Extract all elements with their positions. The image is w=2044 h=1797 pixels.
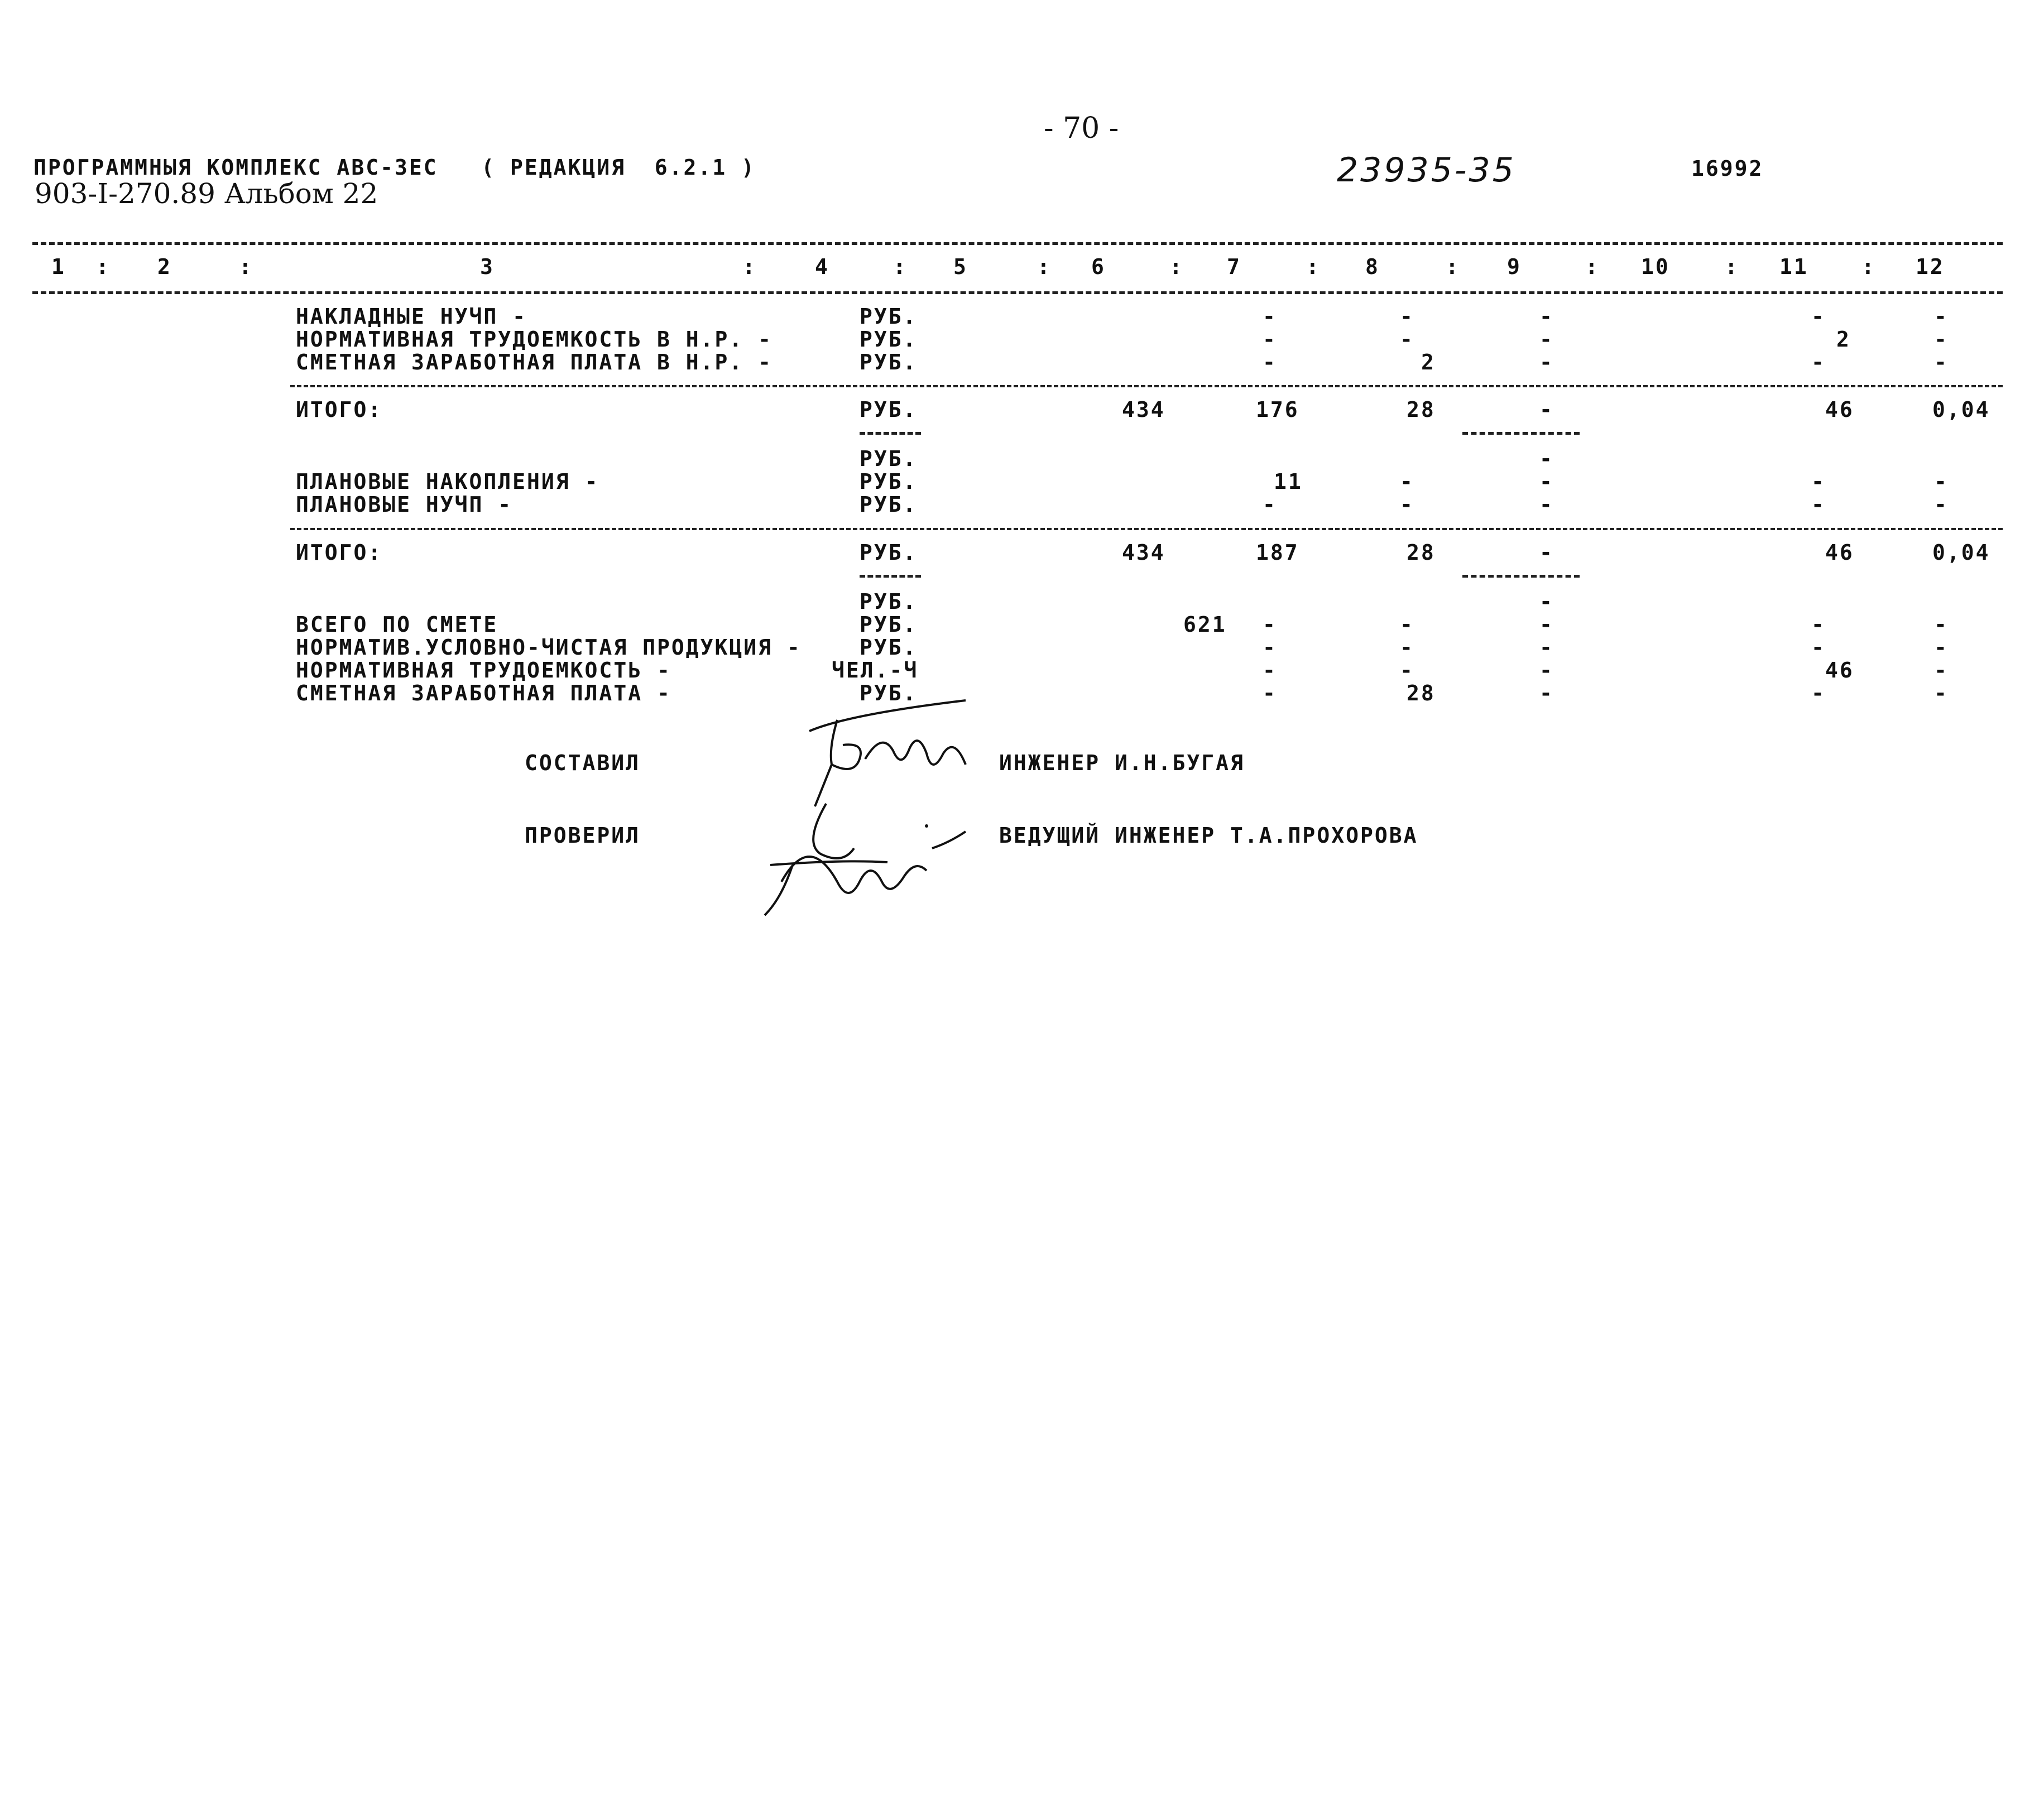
column-header-7: 7 <box>1227 254 1241 279</box>
row-label: ВСЕГО ПО СМЕТЕ <box>296 612 498 637</box>
cell-col-11: - <box>1811 492 1826 517</box>
column-header-5: 5 <box>953 254 968 279</box>
row-label: НАКЛАДНЫЕ НУЧП - <box>296 304 527 329</box>
cell-col-12: - <box>1934 612 1949 637</box>
cell-col-9: - <box>1539 327 1554 352</box>
cell-col-8: - <box>1400 612 1414 637</box>
column-separator: : <box>96 254 111 279</box>
cell-col-12: 0,04 <box>1932 540 1990 565</box>
row-unit: РУБ. <box>860 681 918 705</box>
checked-by: ВЕДУЩИЙ ИНЖЕНЕР Т.А.ПРОХОРОВА <box>999 823 1418 848</box>
row-label: ИТОГО: <box>296 397 383 422</box>
section-rule <box>290 385 2003 387</box>
underline-col-9 <box>1462 432 1580 435</box>
column-header-10: 10 <box>1641 254 1670 279</box>
column-separator: : <box>1306 254 1321 279</box>
cell-col-12: - <box>1934 350 1949 374</box>
cell-col-11: 46 <box>1825 540 1854 565</box>
cell-col-7: - <box>1263 612 1277 637</box>
cell-col-9: - <box>1539 397 1554 422</box>
cell-col-9: - <box>1539 612 1554 637</box>
column-header-12: 12 <box>1916 254 1945 279</box>
row-label: НОРМАТИВНАЯ ТРУДОЕМКОСТЬ - <box>296 658 671 683</box>
column-header-11: 11 <box>1779 254 1808 279</box>
column-header-1: 1 <box>51 254 66 279</box>
cell-col-8: 2 <box>1421 350 1436 374</box>
cell-col-8: 28 <box>1407 540 1436 565</box>
row-label: ПЛАНОВЫЕ НАКОПЛЕНИЯ - <box>296 469 599 494</box>
row-label: НОРМАТИВНАЯ ТРУДОЕМКОСТЬ В Н.Р. - <box>296 327 773 352</box>
cell-col-9: - <box>1539 304 1554 329</box>
column-header-4: 4 <box>815 254 829 279</box>
album-reference: 903-I-270.89 Альбом 22 <box>35 177 378 210</box>
cell-col-8: 28 <box>1407 681 1436 705</box>
cell-col-12: - <box>1934 469 1949 494</box>
column-header-9: 9 <box>1507 254 1522 279</box>
column-separator: : <box>742 254 757 279</box>
cell-col-7: - <box>1263 304 1277 329</box>
column-header-6: 6 <box>1091 254 1106 279</box>
cell-col-9: - <box>1539 635 1554 660</box>
row-unit: РУБ. <box>860 304 918 329</box>
cell-col-8: - <box>1400 658 1414 683</box>
column-header-3: 3 <box>480 254 495 279</box>
cell-col-11: - <box>1811 612 1826 637</box>
column-separator: : <box>1446 254 1460 279</box>
row-unit: ЧЕЛ.-Ч <box>832 658 919 683</box>
underline-unit <box>860 432 921 435</box>
column-separator: : <box>239 254 253 279</box>
handwritten-document-number: 23935-35 <box>1337 151 1516 190</box>
cell-col-11: - <box>1811 304 1826 329</box>
signature-compiled <box>798 698 988 809</box>
cell-col-11: 2 <box>1836 327 1851 352</box>
row-unit: РУБ. <box>860 327 918 352</box>
row-unit: РУБ. <box>860 540 918 565</box>
cell-col-11: 46 <box>1825 658 1854 683</box>
row-unit: РУБ. <box>860 446 918 471</box>
cell-col-8: - <box>1400 327 1414 352</box>
cell-col-6: 434 <box>1122 397 1165 422</box>
compiled-label: СОСТАВИЛ <box>525 751 641 775</box>
row-label: ПЛАНОВЫЕ НУЧП - <box>296 492 513 517</box>
cell-col-12: - <box>1934 658 1949 683</box>
underline-col-9 <box>1462 575 1580 578</box>
page-number: - 70 - <box>1044 112 1119 145</box>
cell-col-12: - <box>1934 327 1949 352</box>
cell-col-8: - <box>1400 635 1414 660</box>
row-label: НОРМАТИВ.УСЛОВНО-ЧИСТАЯ ПРОДУКЦИЯ - <box>296 635 802 660</box>
table-top-rule <box>32 242 2003 245</box>
cell-col-8: - <box>1400 469 1414 494</box>
compiled-by: ИНЖЕНЕР И.Н.БУГАЯ <box>999 751 1245 775</box>
row-label: СМЕТНАЯ ЗАРАБОТНАЯ ПЛАТА В Н.Р. - <box>296 350 773 374</box>
cell-col-8: 28 <box>1407 397 1436 422</box>
row-unit: РУБ. <box>860 397 918 422</box>
cell-col-9: - <box>1539 589 1554 614</box>
column-separator: : <box>1861 254 1876 279</box>
cell-col-8: - <box>1400 304 1414 329</box>
cell-col-7: 187 <box>1256 540 1299 565</box>
cell-col-11: - <box>1811 681 1826 705</box>
cell-col-12: - <box>1934 635 1949 660</box>
cell-col-7: 176 <box>1256 397 1299 422</box>
cell-col-6-total: 621 <box>1183 612 1227 637</box>
column-separator: : <box>893 254 908 279</box>
cell-col-7: - <box>1263 492 1277 517</box>
cell-col-12: 0,04 <box>1932 397 1990 422</box>
cell-col-9: - <box>1539 681 1554 705</box>
cell-col-11: - <box>1811 635 1826 660</box>
row-unit: РУБ. <box>860 492 918 517</box>
cell-col-9: - <box>1539 540 1554 565</box>
column-separator: : <box>1169 254 1184 279</box>
cell-col-12: - <box>1934 304 1949 329</box>
cell-col-7: - <box>1263 350 1277 374</box>
cell-col-7: 11 <box>1274 469 1303 494</box>
program-title: ПРОГРАММНЫЯ КОМПЛЕКС АВС-3ЕС ( РЕДАКЦИЯ 6.2.1 ) <box>33 155 756 180</box>
cell-col-11: - <box>1811 469 1826 494</box>
column-separator: : <box>1037 254 1052 279</box>
cell-col-7: - <box>1263 681 1277 705</box>
cell-col-12: - <box>1934 681 1949 705</box>
cell-col-9: - <box>1539 350 1554 374</box>
document-code: 16992 <box>1691 156 1764 181</box>
cell-col-9: - <box>1539 446 1554 471</box>
column-header-8: 8 <box>1365 254 1380 279</box>
cell-col-9: - <box>1539 492 1554 517</box>
cell-col-9: - <box>1539 469 1554 494</box>
column-header-2: 2 <box>157 254 172 279</box>
row-label: ИТОГО: <box>296 540 383 565</box>
row-unit: РУБ. <box>860 589 918 614</box>
row-unit: РУБ. <box>860 469 918 494</box>
row-unit: РУБ. <box>860 612 918 637</box>
row-unit: РУБ. <box>860 635 918 660</box>
cell-col-7: - <box>1263 327 1277 352</box>
cell-col-8: - <box>1400 492 1414 517</box>
section-rule <box>290 528 2003 530</box>
signature-checked <box>759 798 971 921</box>
row-unit: РУБ. <box>860 350 918 374</box>
cell-col-7: - <box>1263 658 1277 683</box>
column-separator: : <box>1585 254 1600 279</box>
cell-col-11: - <box>1811 350 1826 374</box>
column-separator: : <box>1725 254 1739 279</box>
cell-col-11: 46 <box>1825 397 1854 422</box>
row-label: СМЕТНАЯ ЗАРАБОТНАЯ ПЛАТА - <box>296 681 671 705</box>
table-header-rule <box>32 291 2003 294</box>
cell-col-7: - <box>1263 635 1277 660</box>
cell-col-12: - <box>1934 492 1949 517</box>
underline-unit <box>860 575 921 578</box>
cell-col-6: 434 <box>1122 540 1165 565</box>
cell-col-9: - <box>1539 658 1554 683</box>
checked-label: ПРОВЕРИЛ <box>525 823 641 848</box>
